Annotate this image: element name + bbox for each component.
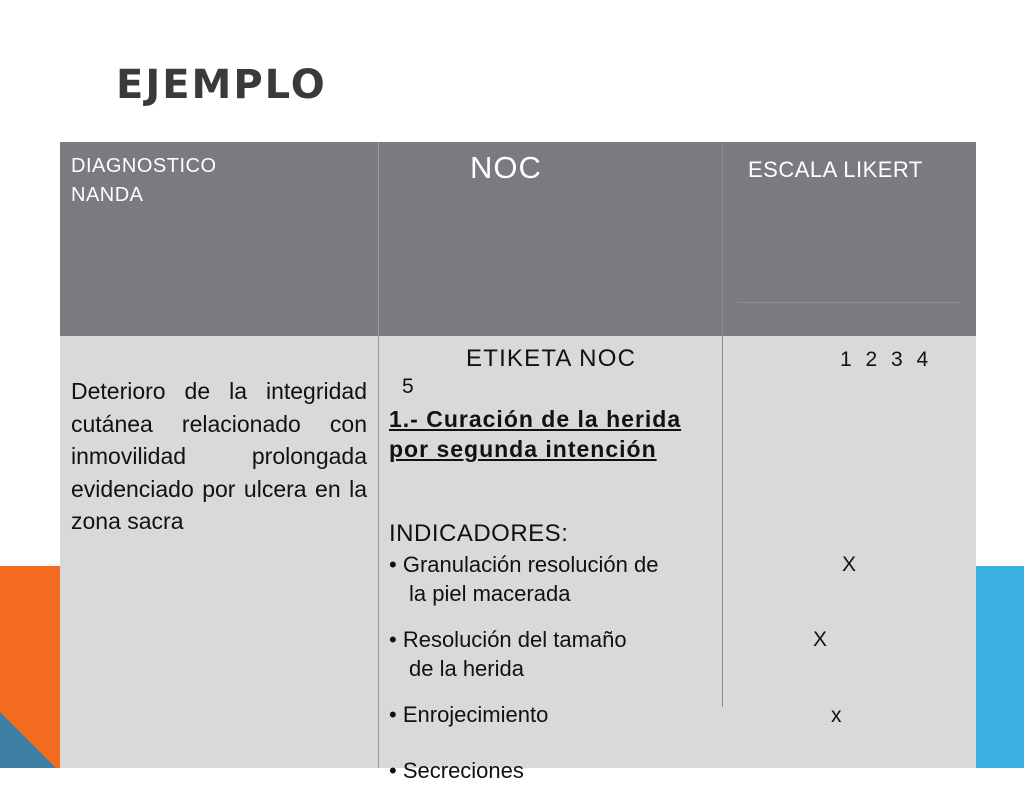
indicator-item [389,756,524,785]
column-divider-1 [378,142,379,768]
slide-title: EJEMPLO [116,62,327,108]
bullet-icon: • [389,702,403,727]
bullet-icon: • [389,552,403,577]
bullet-icon: • [389,758,403,783]
indicator-2-line1: Resolución del tamaño [402,627,627,652]
scale-value-5: 5 [402,375,414,398]
indicator-4-line1: Secreciones [402,758,524,783]
nursing-care-table [60,142,976,783]
header-noc: NOC [470,150,542,185]
indicator-1-line2: la piel macerada [409,581,571,606]
indicator-1-line1: Granulación resolución de [402,552,659,577]
indicadores-label: INDICADORES: [389,520,569,547]
indicator-2-mark: X [813,628,828,651]
indicator-item [389,550,658,608]
header-escala-likert: ESCALA LIKERT [748,157,923,182]
indicator-1-mark: X [842,553,857,576]
indicator-item [389,700,548,729]
column-divider-2 [722,142,723,707]
bullet-icon: • [389,627,403,652]
header-diagnostico-line1: DIAGNOSTICO [71,155,217,177]
header-inner-line [738,302,960,303]
indicator-3-line1: Enrojecimiento [402,702,549,727]
indicator-2-line2: de la herida [409,656,524,681]
decorative-teal-triangle [0,712,56,768]
etiqueta-noc-label: ETIKETA NOC [466,345,637,372]
header-diagnostico-line2: NANDA [71,184,144,206]
decorative-blue-block [976,566,1024,768]
indicator-3-mark: x [831,704,842,727]
indicator-item [389,625,627,683]
noc-outcome-title [389,404,719,464]
likert-scale-values: 1 2 3 4 [840,348,929,371]
noc-outcome-title-line1: 1.- Curación de la herida [389,406,682,432]
header-diagnostico [71,152,217,210]
diagnosis-text: Deterioro de la integridad cutánea relacionado con inmovilidad prolongada evidenciado por ulcera en la zona sacra [71,378,367,534]
noc-outcome-title-line2: por segunda intención [389,436,657,462]
